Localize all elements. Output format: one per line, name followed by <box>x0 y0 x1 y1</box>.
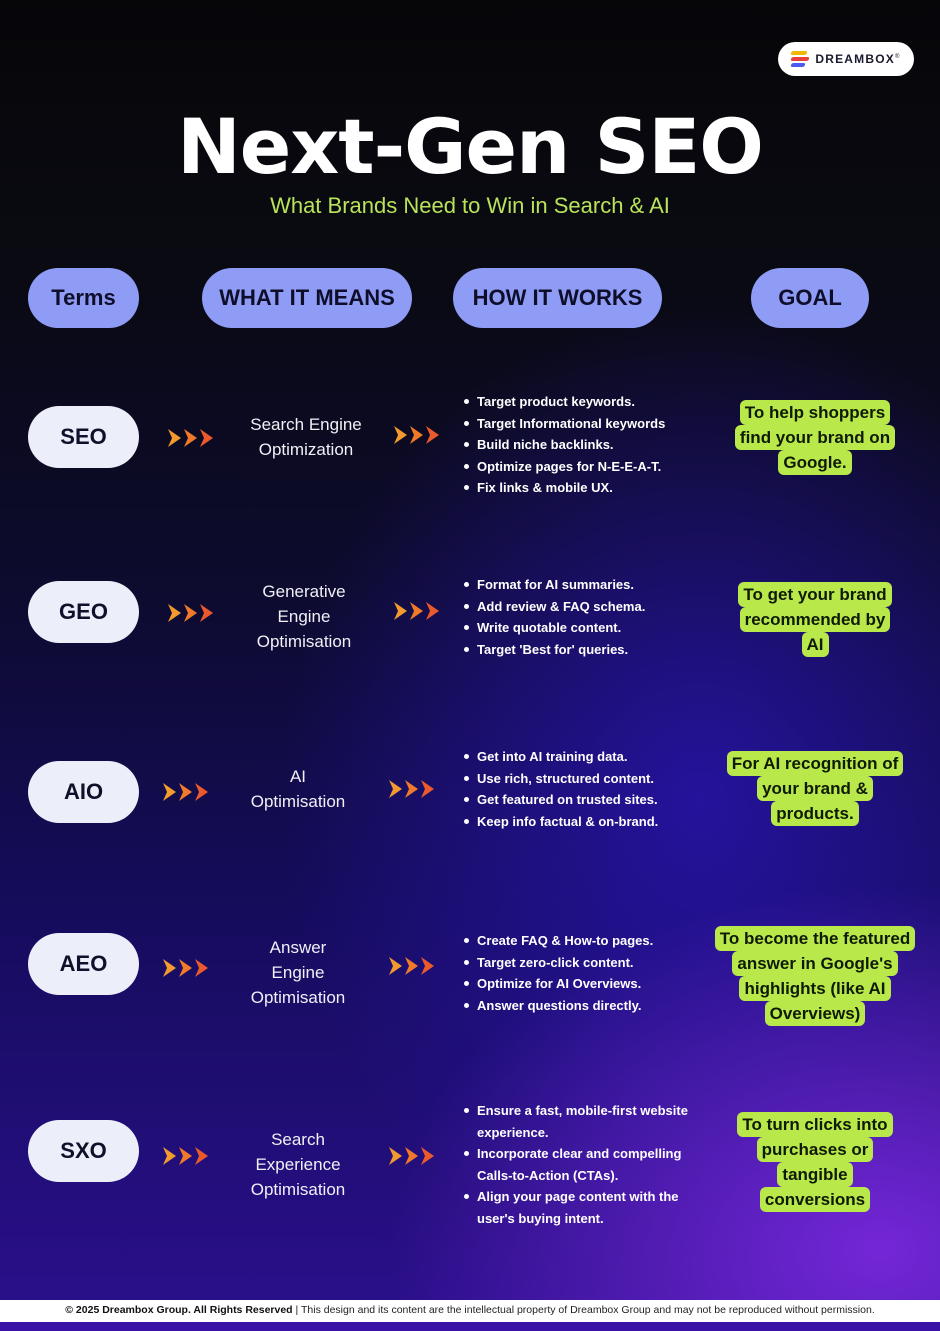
page-title: Next-Gen SEO <box>177 102 763 191</box>
goal-line: purchases or <box>757 1137 874 1162</box>
arrows-icon <box>163 781 213 803</box>
header-goal: GOAL <box>751 268 869 328</box>
meaning-line: Optimisation <box>250 1180 346 1199</box>
goal-line: find your brand on <box>735 425 895 450</box>
list-item: Get featured on trusted sites. <box>462 789 707 811</box>
how-it-works-list-aio <box>462 746 707 832</box>
footer-copyright: © 2025 Dreambox Group. All Rights Reserved <box>65 1304 293 1316</box>
goal-line: answer in Google's <box>732 951 897 976</box>
meaning-text-sxo <box>218 1127 378 1202</box>
meaning-line: Optimisation <box>256 632 352 651</box>
arrows-icon <box>168 427 218 449</box>
meaning-line: Optimisation <box>250 792 346 811</box>
list-item: Fix links & mobile UX. <box>462 477 707 499</box>
how-it-works-list-aeo <box>462 930 707 1016</box>
list-item: Incorporate clear and compelling Calls-to-Action (CTAs). <box>462 1143 707 1186</box>
term-pill-aio: AIO <box>28 761 139 823</box>
list-item: Answer questions directly. <box>462 995 707 1017</box>
goal-line: your brand & <box>757 776 873 801</box>
list-item: Create FAQ & How-to pages. <box>462 930 707 952</box>
meaning-text-aio <box>218 764 378 814</box>
goal-line: AI <box>802 632 829 657</box>
arrows-icon <box>389 955 439 977</box>
list-item: Optimize pages for N-E-E-A-T. <box>462 456 707 478</box>
arrows-icon <box>394 600 444 622</box>
brand-name: DREAMBOX® <box>815 52 901 66</box>
goal-line: recommended by <box>740 607 891 632</box>
list-item: Align your page content with the user's buying intent. <box>462 1186 707 1229</box>
goal-line: products. <box>771 801 858 826</box>
meaning-line: Engine <box>277 607 331 626</box>
meaning-line: Optimisation <box>250 988 346 1007</box>
list-item: Ensure a fast, mobile-first website experience. <box>462 1100 707 1143</box>
arrows-icon <box>389 778 439 800</box>
header-terms: Terms <box>28 268 139 328</box>
goal-line: conversions <box>760 1187 870 1212</box>
arrows-icon <box>394 424 444 446</box>
meaning-line: Optimization <box>258 440 354 459</box>
term-pill-aeo: AEO <box>28 933 139 995</box>
dreambox-logo-icon <box>791 51 809 67</box>
goal-line: To become the featured <box>715 926 916 951</box>
goal-badge-geo <box>705 582 925 657</box>
term-pill-geo: GEO <box>28 581 139 643</box>
footer-separator: | <box>295 1304 301 1316</box>
how-it-works-list-geo <box>462 574 707 660</box>
list-item: Format for AI summaries. <box>462 574 707 596</box>
list-item: Write quotable content. <box>462 617 707 639</box>
arrows-icon <box>168 602 218 624</box>
meaning-text-aeo <box>218 935 378 1010</box>
list-item: Get into AI training data. <box>462 746 707 768</box>
list-item: Add review & FAQ schema. <box>462 596 707 618</box>
list-item: Target product keywords. <box>462 391 707 413</box>
arrows-icon <box>163 1145 213 1167</box>
arrows-icon <box>163 957 213 979</box>
brand-badge <box>778 42 914 76</box>
goal-badge-aio <box>705 751 925 826</box>
goal-line: To turn clicks into <box>737 1112 892 1137</box>
meaning-text-seo <box>226 412 386 462</box>
meaning-line: Generative <box>262 582 346 601</box>
how-it-works-list-sxo <box>462 1100 707 1229</box>
list-item: Keep info factual & on-brand. <box>462 811 707 833</box>
goal-line: For AI recognition of <box>727 751 904 776</box>
meaning-line: Search <box>271 1130 325 1149</box>
arrows-icon <box>389 1145 439 1167</box>
meaning-line: Experience <box>255 1155 341 1174</box>
list-item: Target Informational keywords <box>462 413 707 435</box>
how-it-works-list-seo <box>462 391 707 499</box>
list-item: Target 'Best for' queries. <box>462 639 707 661</box>
term-pill-seo: SEO <box>28 406 139 468</box>
meaning-line: AI <box>289 767 307 786</box>
goal-line: highlights (like AI <box>739 976 890 1001</box>
meaning-line: Search Engine <box>250 415 362 434</box>
list-item: Build niche backlinks. <box>462 434 707 456</box>
footer-notice: This design and its content are the intellectual property of Dreambox Group and may not be reproduced without permission. <box>301 1304 875 1316</box>
meaning-line: Engine <box>271 963 325 982</box>
term-pill-sxo: SXO <box>28 1120 139 1182</box>
goal-badge-seo <box>705 400 925 475</box>
page-subtitle: What Brands Need to Win in Search & AI <box>270 193 670 218</box>
goal-line: tangible <box>777 1162 852 1187</box>
list-item: Target zero-click content. <box>462 952 707 974</box>
goal-line: Google. <box>778 450 851 475</box>
list-item: Optimize for AI Overviews. <box>462 973 707 995</box>
list-item: Use rich, structured content. <box>462 768 707 790</box>
meaning-line: Answer <box>269 938 327 957</box>
bottom-bar <box>0 1322 940 1331</box>
goal-line: To get your brand <box>738 582 891 607</box>
header-what-it-means: WHAT IT MEANS <box>202 268 412 328</box>
goal-badge-sxo <box>705 1112 925 1212</box>
goal-line: To help shoppers <box>740 400 890 425</box>
goal-line: Overviews) <box>765 1001 866 1026</box>
meaning-text-geo <box>224 579 384 654</box>
footer <box>0 1300 940 1322</box>
goal-badge-aeo <box>705 926 925 1026</box>
header-how-it-works: HOW IT WORKS <box>453 268 662 328</box>
